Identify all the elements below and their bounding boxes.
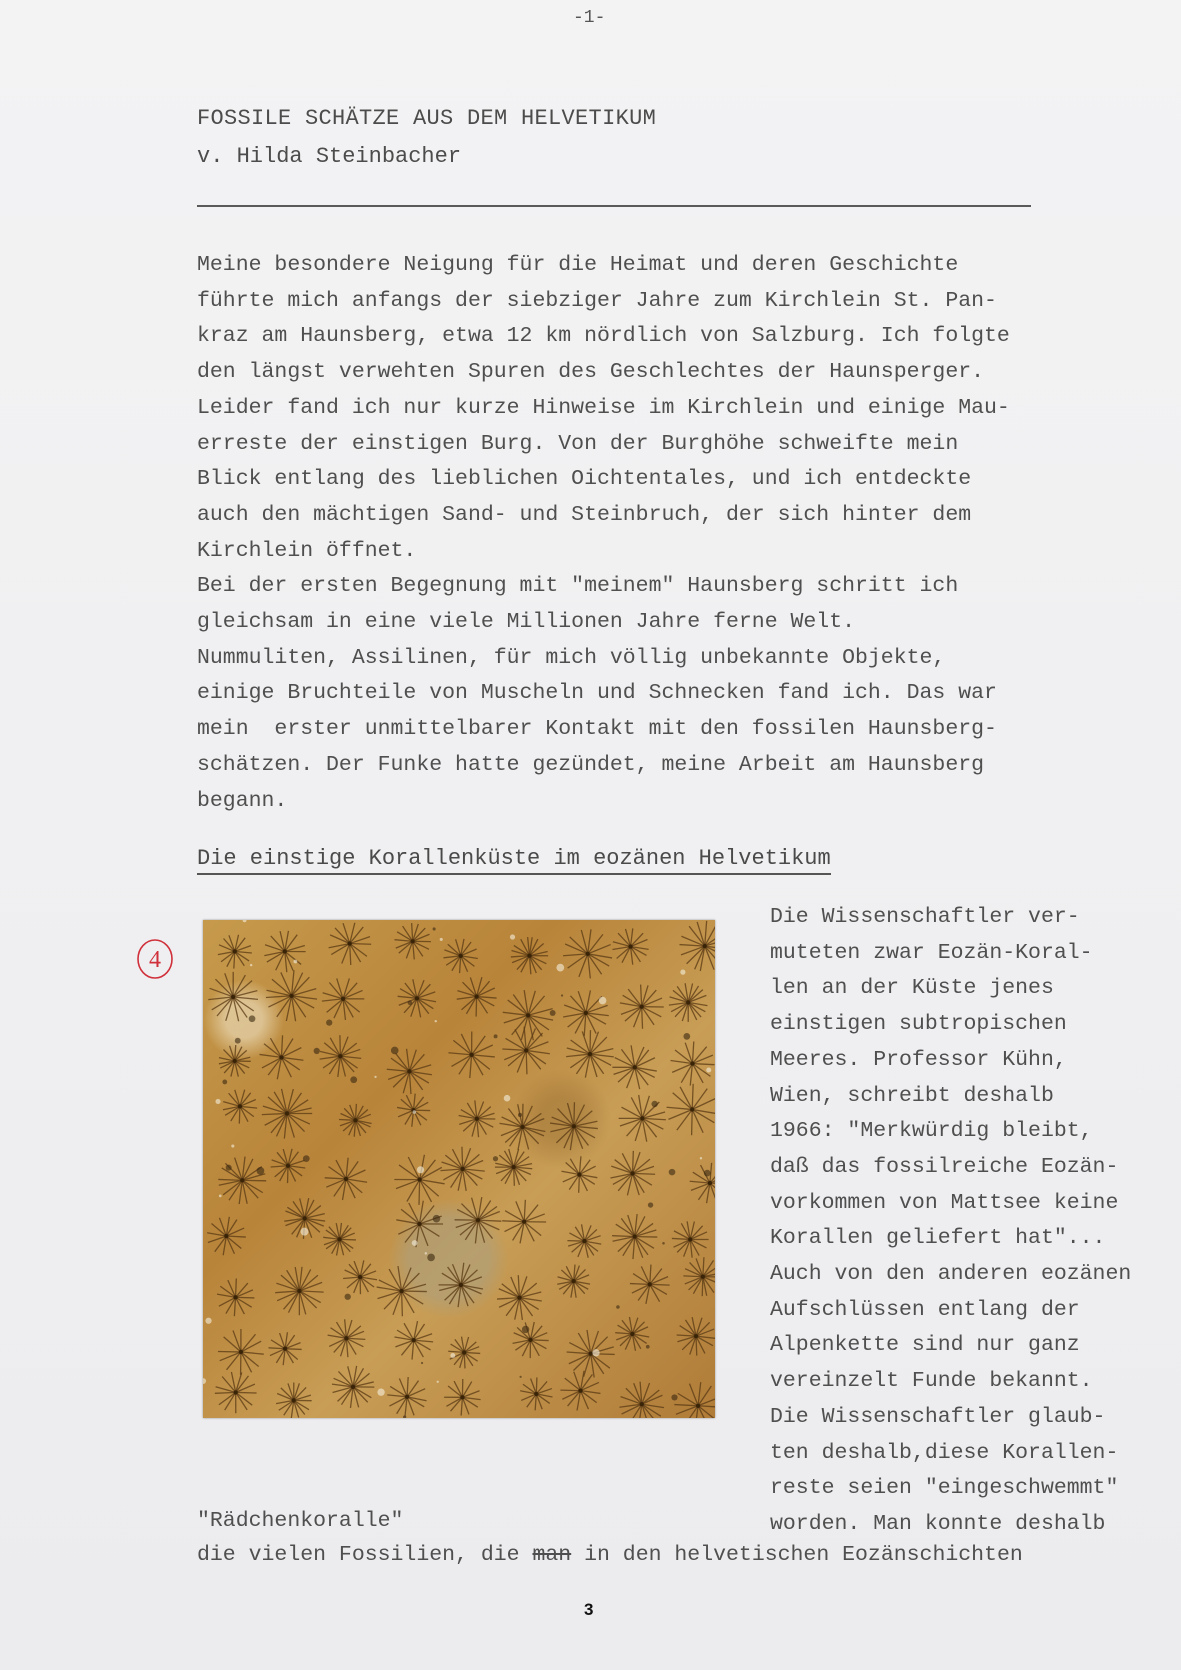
corallite: [513, 1322, 549, 1358]
corallite: [567, 1330, 615, 1378]
speckle: [427, 1254, 435, 1262]
article-title: FOSSILE SCHÄTZE AUS DEM HELVETIKUM: [197, 106, 657, 131]
speckle: [518, 1113, 522, 1117]
corallite: [620, 985, 664, 1029]
corallite: [612, 928, 648, 964]
corallite: [495, 1149, 532, 1186]
corallite: [218, 1157, 266, 1205]
speckle: [421, 1362, 423, 1364]
speckle: [374, 1076, 376, 1078]
speckle: [520, 1376, 522, 1378]
text-line: Korallen geliefert hat"...: [770, 1226, 1106, 1251]
corallite: [339, 1104, 372, 1137]
text-line: Meeres. Professor Kühn,: [770, 1047, 1067, 1072]
speckle: [433, 1215, 441, 1223]
speckle: [412, 1240, 418, 1246]
corallite: [567, 1224, 601, 1257]
speckle: [345, 1294, 351, 1300]
corallite: [503, 990, 553, 1040]
speckle: [671, 1394, 677, 1400]
speckle: [249, 1015, 256, 1022]
struck-word: man: [532, 1543, 572, 1567]
corallite: [690, 1163, 715, 1203]
corallite: [218, 1329, 264, 1375]
corallite: [630, 1265, 670, 1304]
side-column-text: [770, 900, 1131, 1543]
corallite: [266, 970, 317, 1021]
text-line: einstigen subtropischen: [770, 1012, 1067, 1037]
corallite: [207, 1217, 246, 1255]
text-line: daß das fossilreiche Eozän-: [770, 1154, 1119, 1179]
corallite: [387, 1049, 432, 1094]
speckle: [314, 1048, 320, 1054]
speckle: [293, 960, 297, 964]
section-heading: Die einstige Korallenküste im eozänen Helvetikum: [197, 846, 831, 875]
speckle: [556, 964, 564, 972]
corallite: [264, 931, 305, 972]
corallite: [502, 1027, 549, 1075]
corallite: [397, 1094, 430, 1127]
speckle: [704, 1170, 711, 1177]
corallite: [377, 1266, 427, 1316]
speckle: [205, 1318, 211, 1324]
corallite: [329, 923, 372, 965]
speckle: [219, 1194, 222, 1197]
text-line: Nummuliten, Assilinen, für mich völlig unbekannte Objekte,: [197, 645, 946, 670]
speckle: [662, 1242, 665, 1245]
corallite: [671, 1042, 715, 1086]
speckle: [222, 1080, 227, 1085]
text-line: 1966: "Merkwürdig bleibt,: [770, 1119, 1093, 1144]
speckle: [408, 1000, 413, 1005]
corallite: [669, 983, 707, 1022]
corallite: [332, 1366, 374, 1408]
text-line: erreste der einstigen Burg. Von der Burghöhe schweifte mein: [197, 431, 959, 456]
corallite: [269, 1332, 302, 1365]
article-author: v. Hilda Steinbacher: [197, 144, 462, 169]
speckle: [651, 1101, 657, 1107]
speckle: [435, 1020, 437, 1022]
speckle: [450, 1353, 455, 1358]
speckle: [510, 934, 515, 939]
corallite: [394, 923, 430, 959]
speckle: [326, 1019, 332, 1025]
text-segment: in den helvetischen Eozänschichten: [571, 1543, 1023, 1567]
corallite: [343, 1260, 377, 1294]
page-marker: -1-: [573, 8, 606, 28]
speckle: [391, 1047, 399, 1055]
coral-photo: [203, 920, 715, 1418]
speckle: [683, 1033, 690, 1040]
speckle: [700, 1157, 702, 1159]
corallite: [262, 1089, 312, 1139]
corallite: [440, 1147, 484, 1191]
photo-caption: "Rädchenkoralle": [197, 1509, 404, 1533]
text-line: Bei der ersten Begegnung mit "meinem" Haunsberg schritt ich: [197, 574, 959, 599]
corallite: [612, 1045, 656, 1089]
speckle: [706, 1067, 711, 1072]
speckle: [504, 1095, 511, 1102]
speckle: [648, 1202, 653, 1207]
coral-pattern: [203, 920, 715, 1418]
text-line: führte mich anfangs der siebziger Jahre zum Kirchlein St. Pan-: [197, 288, 997, 313]
text-line: ten deshalb,diese Korallen-: [770, 1440, 1119, 1465]
text-line: muteten zwar Eozän-Koral-: [770, 940, 1093, 965]
corallite: [320, 1035, 362, 1077]
speckle: [403, 1416, 406, 1418]
text-line: vorkommen von Mattsee keine: [770, 1190, 1119, 1215]
corallite: [679, 921, 715, 971]
corallite: [455, 1197, 502, 1243]
corallite: [610, 1151, 655, 1196]
corallite: [612, 1214, 657, 1259]
text-line: Wien, schreibt deshalb: [770, 1083, 1054, 1108]
corallite: [448, 1337, 480, 1369]
speckle: [231, 1145, 234, 1148]
text-line: vereinzelt Funde bekannt.: [770, 1369, 1093, 1394]
corallite: [215, 1372, 257, 1413]
corallite: [674, 1382, 715, 1418]
corallite: [394, 1155, 444, 1205]
speckle: [433, 927, 436, 930]
corallite: [322, 978, 364, 1019]
corallite: [557, 1265, 590, 1298]
speckle: [437, 1381, 439, 1383]
corallite: [218, 935, 252, 969]
corallite: [219, 1045, 251, 1077]
corallite: [563, 929, 612, 978]
speckle: [243, 920, 247, 922]
corallite: [448, 1032, 494, 1078]
text-line: worden. Man konnte deshalb: [770, 1511, 1106, 1536]
text-line: schätzen. Der Funke hatte gezündet, meine Arbeit am Haunsberg: [197, 752, 985, 777]
corallite: [615, 1317, 649, 1351]
corallite: [398, 979, 436, 1017]
speckle: [561, 994, 563, 996]
corallite: [511, 937, 548, 974]
speckle: [440, 938, 443, 941]
corallite: [619, 1382, 664, 1418]
corallite: [325, 1158, 367, 1200]
corallite: [271, 1149, 306, 1183]
text-line: gleichsam in eine viele Millionen Jahre ferne Welt.: [197, 610, 856, 635]
text-line: Die Wissenschaftler ver-: [770, 905, 1080, 929]
corallite: [520, 1377, 552, 1410]
text-line: Aufschlüssen entlang der: [770, 1297, 1080, 1322]
speckle: [494, 1034, 498, 1038]
speckle: [215, 1099, 220, 1104]
corallite: [439, 1263, 483, 1307]
text-line: Kirchlein öffnet.: [197, 538, 417, 563]
page-number: 3: [584, 1600, 594, 1619]
corallite: [276, 1382, 312, 1418]
speckle: [522, 1326, 529, 1333]
speckle: [599, 997, 607, 1005]
text-line: einige Bruchteile von Muscheln und Schnecken fand ich. Das war: [197, 681, 997, 706]
speckle: [303, 1155, 310, 1162]
text-line: Die Wissenschaftler glaub-: [770, 1404, 1106, 1429]
text-line: Leider fand ich nur kurze Hinweise im Kirchlein und einige Mau-: [197, 395, 1010, 420]
corallite: [677, 1317, 715, 1355]
text-line: Blick entlang des lieblichen Oichtentales, und ich entdeckte: [197, 467, 972, 492]
corallite: [500, 1104, 546, 1150]
text-line: Auch von den anderen eozänen: [770, 1262, 1132, 1287]
corallite: [561, 1156, 597, 1192]
corallite: [459, 1100, 496, 1137]
title-divider: [197, 205, 1031, 207]
corallite: [387, 1377, 426, 1417]
speckle: [616, 1305, 620, 1309]
speckle: [680, 970, 685, 975]
corallite: [667, 1084, 715, 1135]
text-line: Alpenkette sind nur ganz: [770, 1333, 1080, 1358]
corallite: [550, 1102, 598, 1150]
corallite: [443, 939, 477, 973]
text-line: mein erster unmittelbarer Kontakt mit den fossilen Haunsberg-: [197, 717, 997, 742]
intro-text: [197, 248, 1010, 819]
corallite: [208, 972, 258, 1021]
speckle: [350, 1076, 357, 1083]
speckle: [669, 1169, 676, 1176]
speckle: [301, 1228, 309, 1236]
text-line: auch den mächtigen Sand- und Steinbruch, der sich hinter dem: [197, 502, 972, 527]
corallite: [444, 1379, 480, 1416]
text-segment: die vielen Fossilien, die: [197, 1543, 533, 1567]
speckle: [493, 1156, 498, 1161]
speckle: [203, 1378, 206, 1384]
corallite: [328, 1319, 366, 1357]
text-line: begann.: [197, 788, 288, 813]
corallite: [323, 1223, 356, 1256]
corallite: [566, 1030, 614, 1077]
corallite: [223, 1090, 257, 1124]
corallite: [217, 1278, 254, 1316]
speckle: [592, 1349, 599, 1356]
text-line: Meine besondere Neigung für die Heimat und deren Geschichte: [197, 253, 959, 277]
corallite: [457, 977, 497, 1016]
speckle: [250, 964, 252, 966]
continuation-line: [197, 1543, 1023, 1567]
speckle: [646, 1345, 650, 1349]
corallite: [502, 1200, 546, 1244]
speckle: [377, 1389, 384, 1396]
text-line: kraz am Haunsberg, etwa 12 km nördlich von Salzburg. Ich folgte: [197, 324, 1010, 349]
circled-number-mark: [135, 937, 175, 981]
speckle: [425, 1252, 427, 1254]
speckle: [257, 1167, 265, 1175]
speckle: [550, 1010, 556, 1016]
corallite: [619, 1095, 666, 1142]
corallite: [260, 1035, 304, 1079]
text-line: den längst verwehten Spuren des Geschlechtes der Haunsperger.: [197, 360, 985, 385]
text-line: len an der Küste jenes: [770, 976, 1054, 1001]
speckle: [235, 1038, 241, 1044]
speckle: [226, 1165, 232, 1171]
speckle: [417, 1166, 424, 1173]
speckle: [412, 1110, 416, 1114]
corallite: [394, 1321, 433, 1360]
circled-number-text: 4: [149, 947, 161, 973]
corallite: [396, 1201, 443, 1248]
corallite: [683, 1257, 715, 1296]
corallite: [497, 1275, 542, 1320]
text-line: reste seien "eingeschwemmt": [770, 1476, 1119, 1501]
corallite: [275, 1267, 323, 1315]
corallite: [672, 1221, 709, 1257]
